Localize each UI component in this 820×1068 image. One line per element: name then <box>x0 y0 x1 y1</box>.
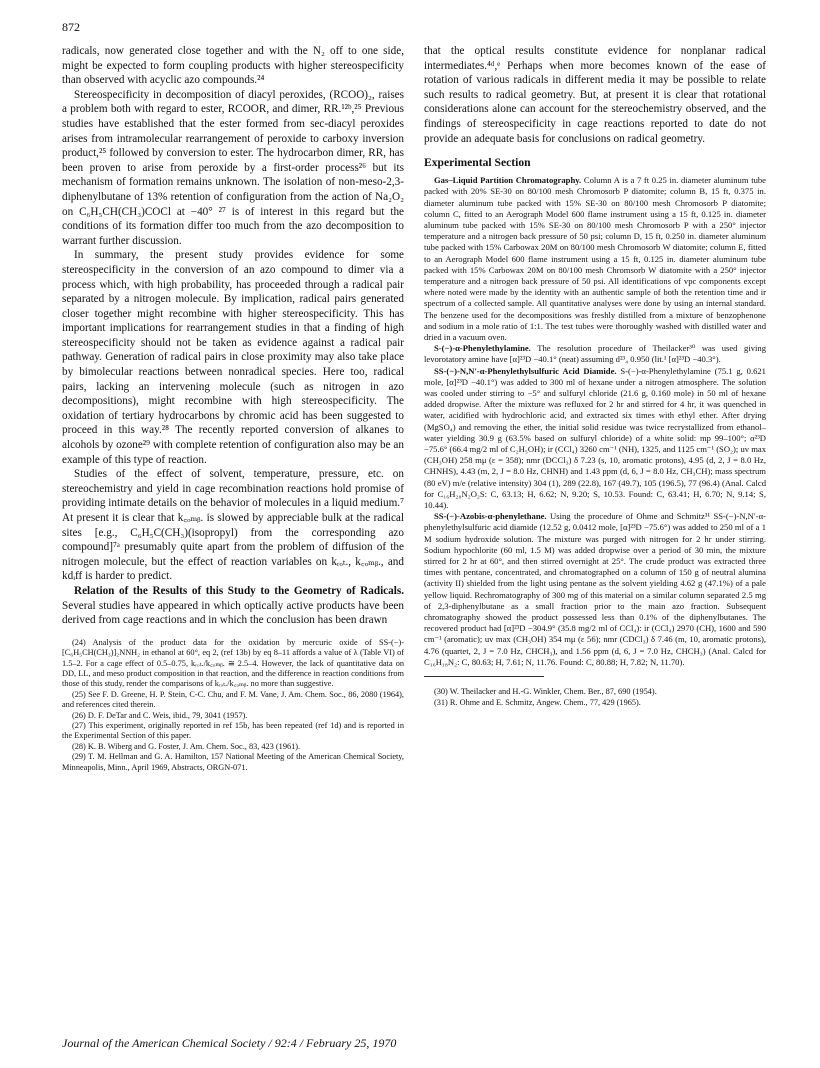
footnotes-right <box>424 687 766 708</box>
experimental-text: S-(−)-α-Phenylethylamine (75.1 g, 0.621 mole, [α]²³D −40.1°) was added to 300 ml of hexane under a nitrogen atmosphere. The solution was cooled under stirring to −5° and sulfuryl chloride (21.6 g, 0.160 mole) in 50 ml of hexane added dropwise. After the mixture was refluxed for 2 hr and stirred for 4 hr, it was quenched in water, acidified with hydrochloric acid, and extracted six times with ethyl ether. After drying (MgSO₄) and removing the ether, the initial solid residue was twice recrystallized from ethanol–water yielding 30.9 g (63.5% based on sulfuryl chloride) of a white solid: mp 99–100°; α²³D −75.6° (66.4 mg/2 ml of C₂H₅OH); ir (CCl₄) 3260 cm⁻¹ (NH), 1325, and 1125 cm⁻¹ (SO₂); uv max (CH₃OH) 258 mμ (ε = 358); nmr (DCCl₃) δ 7.23 (s, 10, aromatic protons), 4.95 (d, 2, J = 8.0 Hz, CHNHS), 4.43 (m, 2, J = 8.0 Hz, CHNH) and 1.43 ppm (d, 6, J = 8.0 Hz, CH₃CH); mass spectrum (80 eV) m/e (relative intensity) 304 (1), 289 (22.8), 167 (49.7), 105 (196.5), 77 (96.4) (Anal. Calcd for C₁₆H₂₀N₂O₂S: C, 63.13; H, 6.62; N, 9.20; S, 10.53. Found: C, 63.41; H, 6.70; N, 9.14; S, 10.44). <box>424 365 766 511</box>
run-in-subhead: Relation of the Results of this Study to the Geometry of Radicals. <box>74 584 404 597</box>
run-in-subhead: S-(−)-α-Phenylethylamine. <box>434 343 531 354</box>
footnote: (28) K. B. Wiberg and G. Foster, J. Am. Chem. Soc., 83, 423 (1961). <box>72 741 301 751</box>
footnote: (26) D. F. DeTar and C. Weis, ibid., 79, 3041 (1957). <box>72 710 248 720</box>
experimental-text: Column A is a 7 ft 0.25 in. diameter aluminum tube packed with 20% SE-30 on 80/100 mesh Chromosorb P diatomite; column B, 15 ft, 0.375 in. diameter aluminum tube packed with 15% SE-30 on 80/100 mesh Chromosorb P diatomite; column C, fitted to an Aerograph Model 600 flame instrument using a 15 ft, 0.125 in. diameter aluminum tube packed with 15% SE-30 on 80/100 mesh Chromosorb P with a 250° injector temperature and a nitrogen back pressure of 50 psi; column D, 15 ft, 0.250 in. diameter aluminum tube packed with 15% Carbowax 20M on 80/100 mesh Chromosorb W diatomite; column E, fitted to an Aerograph Model 600 flame instrument using a 15 ft, 0.125 in. diameter aluminum tube packed with 15% Carbowax 20M on 80/100 mesh Chromsorb W diatomite with a 250° injector temperature and a nitrogen back pressure of 50 psi. All identifications of vpc components except where noted were made by the identity with an authentic sample of both the retention time and ir spectrum of a collected sample. All quantitative analyses were done by using an internal standard. The benzene used for the decompositions was freshly distilled from a mixture of benzophenone and sodium in a mole ratio of 1:1. The test tubes were thoroughly washed with distilled water and dried in a vacuum oven. <box>424 175 766 342</box>
footnote: (30) W. Theilacker and H.-G. Winkler, Chem. Ber., 87, 690 (1954). <box>434 687 657 697</box>
footnote: (27) This experiment, originally reported in ref 15b, has been repeated (ref 1d) and is reported in the Experimental Section of this paper. <box>62 721 404 741</box>
footnote: (31) R. Ohme and E. Schmitz, Angew. Chem., 77, 429 (1965). <box>434 697 641 707</box>
body-paragraph: Stereospecificity in decomposition of diacyl peroxides, (RCOO)₂, raises a problem both with regard to ester, RCOOR, and dimer, RR.¹²ᵇ,²⁵ Previous studies have established that the ester formed from sec-diacyl peroxides arises from intramolecular rearrangement of peroxide to carboxy inversion product,²⁵ followed by conversion to ester. The hydrocarbon dimer, RR, has been proven to arise from peroxide by a first-order process²⁶ but its mechanism of formation remains unknown. The isolation of non-meso-2,3-diphenylbutane of 13% retention of configuration from the action of Na₂O₂ on C₆H₅CH(CH₃)COCl at −40° ²⁷ is of interest in this regard but the conditions of its formation differ too much from the azo decomposition to warrant further discussion. <box>62 88 404 247</box>
body-paragraph: radicals, now generated close together and with the N₂ off to one side, might be expected to form coupling products with higher stereospecificity than observed with acyclic azo compounds.²⁴ <box>62 45 404 87</box>
run-in-subhead: SS-(−)-Azobis-α-phenylethane. <box>434 511 547 522</box>
journal-footer: Journal of the American Chemical Society / 92:4 / February 25, 1970 <box>62 1036 397 1050</box>
experimental-paragraph <box>424 343 766 365</box>
run-in-subhead: SS-(−)-N,N′-α-Phenylethylsulfuric Acid Diamide. <box>434 365 617 376</box>
left-column <box>62 44 404 773</box>
experimental-paragraph <box>424 175 766 343</box>
experimental-paragraph <box>424 511 766 668</box>
run-in-subhead: Gas–Liquid Partition Chromatography. <box>434 175 582 186</box>
body-paragraph: Studies of the effect of solvent, temperature, pressure, etc. on stereochemistry and yield in cage recombination reactions hold promise of providing intimate details on the behavior of molecules in a liquid medium.⁷ At present it is clear that k꜀ₒₘᵦ. is slowed by appreciable bulk at the radical sites [e.g., C₆H₅C(CH₃)(isopropyl) from the corresponding azo compound]⁷ᵃ presumably quite apart from the problem of diffusion of the nitrogen molecule, but the effect of reaction variables on kᵣₒₜ., k꜀ₒₘᵦ., and kdᵢff is harder to predict. <box>62 468 404 583</box>
page-number: 872 <box>62 20 80 34</box>
run-in-subhead-paragraph <box>62 584 404 628</box>
right-column <box>424 44 766 708</box>
experimental-text: The resolution procedure of Theilacker³⁰ was used giving levorotatory amine have [α]²³D −40.1° (neat) assuming d²³₄ 0.950 (lit.¹ [α]²³D −40.3°). <box>424 343 766 365</box>
body-paragraph: that the optical results constitute evidence for nonplanar radical intermediates.⁴ᵈ,ᵉ Perhaps when more becomes known of the ease of rotation of various radicals in different media it may be possible to relate such results to radical geometry. But, at present it is clear that rotational considerations alone can account for the stereochemistry observed, and the findings of stereospecificity in cage reactions reported to date do not provide an adequate basis for conclusions on radical geometry. <box>424 45 766 145</box>
experimental-text: Using the procedure of Ohme and Schmitz³¹ SS-(−)-N,N′-α-phenylethylsulfuric acid diamide (12.52 g, 0.0412 mole, [α]²³D −75.6°) was added to 250 ml of a 1 M sodium hydroxide solution. The mixture was purged with nitrogen for 2 hr under stirring. Sodium hypochlorite (60 ml, 1.5 M) was added dropwise over a period of 30 min, the mixture stirred for 2 hr at 60°, and then stirred overnight at 25°. The crude product was extracted three times with pentane, concentrated, and chromatographed on a column of 150 g of neutral alumina (activity II) shielded from the light using pentane as the solvent yielding 4.62 g (47.1%) of a pale yellow liquid. Rechromatography of 300 mg of this material on a similar column separated 2.5 mg of 2,3-diphenylbutane as a small fraction prior to the main azo fraction. Subsequent chromatography showed the product possessed less than 0.1% of the diphenylbutanes. The recovered product had [α]²³D −304.9° (35.8 mg/2 ml of CCl₄): ir (CCl₄) 2970 (CH), 1600 and 590 cm⁻¹ (aromatic); uv max (CH₃OH) 354 mμ (ε 56); nmr (CDCl₃) δ 7.46 (m, 10, aromatic protons), 4.76 (quartet, 2, J = 7.0 Hz, CHCH₃), and 1.56 ppm (d, 6, J = 7.0 Hz, CHCH₃) (Anal. Calcd for C₁₆H₁₈N₂: C, 80.63; H, 7.61; N, 11.76. Found: C, 80.88; H, 7.82; N, 11.70). <box>424 511 766 667</box>
footnotes-left <box>62 638 404 773</box>
footnote: (25) See F. D. Greene, H. P. Stein, C-C. Chu, and F. M. Vane, J. Am. Chem. Soc., 86, 2080 (1964), and references cited therein. <box>62 689 404 710</box>
experimental-paragraph <box>424 366 766 512</box>
footnote: (29) T. M. Hellman and G. A. Hamilton, 157 National Meeting of the American Chemical Society, Minneapolis, Minn., April 1969, Abstracts, ORGN-071. <box>62 752 404 772</box>
body-paragraph: In summary, the present study provides evidence for some stereospecificity in the conversion of an azo compound to dimer via a process which, with high probability, has proceeded through a radical pair separated by a nitrogen molecule. By implication, radical pairs generated closer together might recombine with higher stereospecificity. This has important implications for rearrangement studies in that a finding of high stereospecificity should not be taken as evidence against a radical pair pathway. Generation of radical pairs in close proximity may also take place by bimolecular reactions between nonradical species. Here too, radical pairs, lacking an intervening molecule (such as nitrogen in azo decompositions), might recombine with high stereospecificity. The oxidation of tertiary hydrocarbons by chromic acid has been suggested to proceed in this way.²⁸ The recently reported conversion of alkanes to alcohols by ozone²⁹ with complete retention of configuration also may be an example of this type of reaction. <box>62 249 404 466</box>
footnote-divider <box>424 676 544 677</box>
subhead-text: Several studies have appeared in which optically active products have been derived from cage reactions and in which the conclusion has been drawn <box>62 599 404 627</box>
section-heading: Experimental Section <box>424 156 531 170</box>
footnote: (24) Analysis of the product data for the oxidation by mercuric oxide of SS-(−)-[C₆H₅CH(CH₃)]₂NNH₂ in ethanol at 60°, eq 2, (ref 13b) by eq 8–11 affords a value of λ (Table VI) of 1.5–2. For a cage effect of 0.5–0.75, kᵣₒₜ./k꜀ₒₘᵦ. ≅ 2.5–4. However, the lack of quantitative data on DD, LL, and meso product composition in that reaction, and the difference in reaction conditions from those of this study, render the comparisons of kᵣₒₜ./k꜀ₒₘᵦ. no more than suggestive. <box>62 637 404 689</box>
